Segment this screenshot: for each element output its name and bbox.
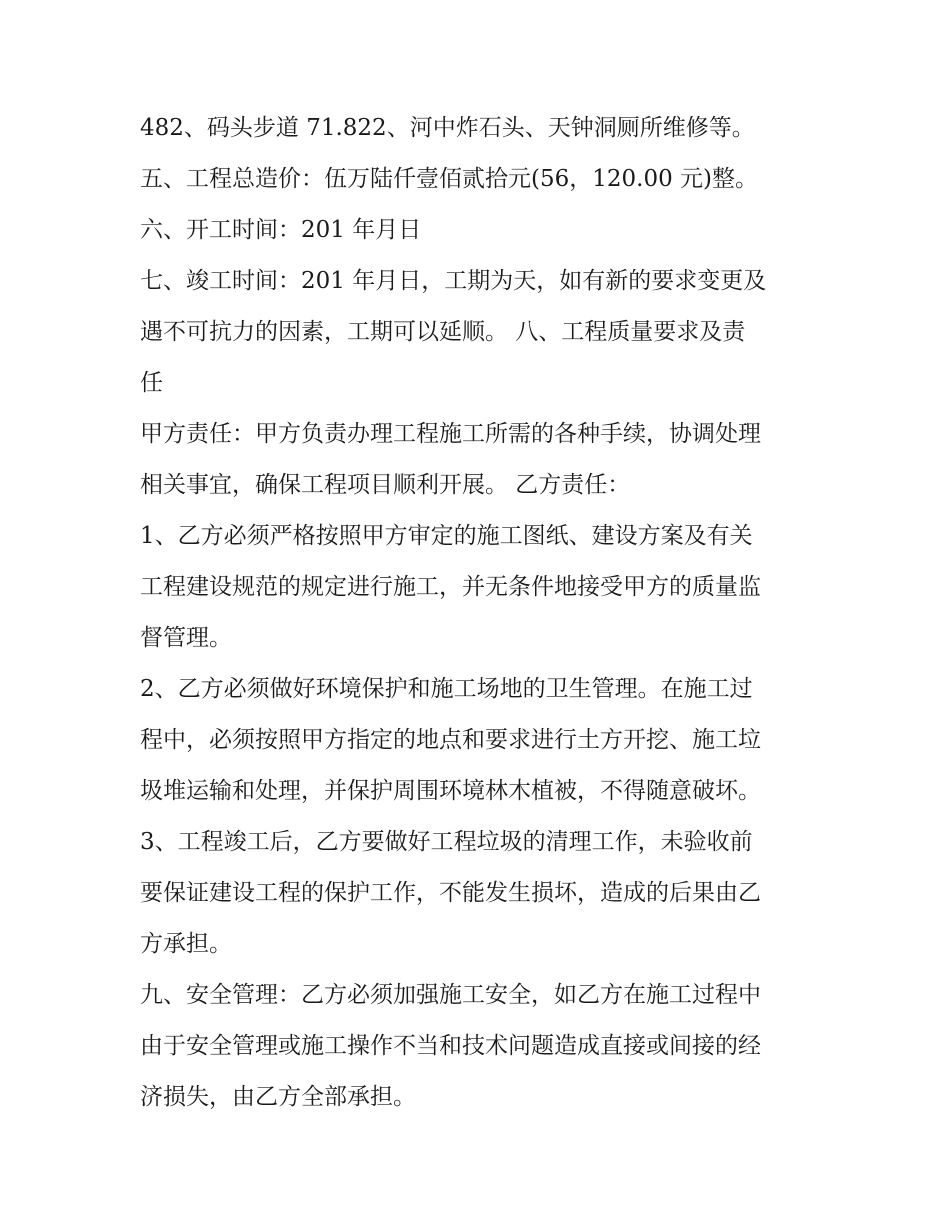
text-line-11: 督管理。 (140, 625, 232, 651)
text-line-4: 七、竣工时间：201 年月日，工期为天，如有新的要求变更及 (140, 268, 767, 294)
text-line-15: 3、工程竣工后，乙方要做好工程垃圾的清理工作，未验收前 (140, 829, 753, 855)
text-line-12: 2、乙方必须做好环境保护和施工场地的卫生管理。在施工过 (140, 676, 753, 702)
text-line-3: 六、开工时间：201 年月日 (140, 217, 422, 243)
text-line-5: 遇不可抗力的因素，工期可以延顺。 八、工程质量要求及责 (140, 319, 746, 345)
text-line-14: 圾堆运输和处理，并保护周围环境林木植被，不得随意破坏。 (140, 778, 761, 804)
text-line-18: 九、安全管理：乙方必须加强施工安全，如乙方在施工过程中 (140, 982, 761, 1008)
text-line-1: 482、码头步道 71.822、河中炸石头、天钟洞厕所维修等。 (140, 115, 755, 141)
text-line-10: 工程建设规范的规定进行施工，并无条件地接受甲方的质量监 (140, 574, 761, 600)
text-line-16: 要保证建设工程的保护工作，不能发生损坏，造成的后果由乙 (140, 880, 761, 906)
text-line-13: 程中，必须按照甲方指定的地点和要求进行土方开挖、施工垃 (140, 727, 761, 753)
text-line-2: 五、工程总造价：伍万陆仟壹佰贰拾元(56，120.00 元)整。 (140, 166, 759, 192)
text-line-9: 1、乙方必须严格按照甲方审定的施工图纸、建设方案及有关 (140, 523, 753, 549)
text-line-8: 相关事宜，确保工程项目顺利开展。 乙方责任： (140, 472, 631, 498)
document-body (140, 103, 820, 1123)
text-line-20: 济损失，由乙方全部承担。 (140, 1084, 416, 1110)
text-line-17: 方承担。 (140, 931, 232, 957)
text-line-7: 甲方责任：甲方负责办理工程施工所需的各种手续，协调处理 (140, 421, 761, 447)
text-line-19: 由于安全管理或施工操作不当和技术问题造成直接或间接的经 (140, 1033, 761, 1059)
text-line-6: 任 (140, 370, 163, 396)
